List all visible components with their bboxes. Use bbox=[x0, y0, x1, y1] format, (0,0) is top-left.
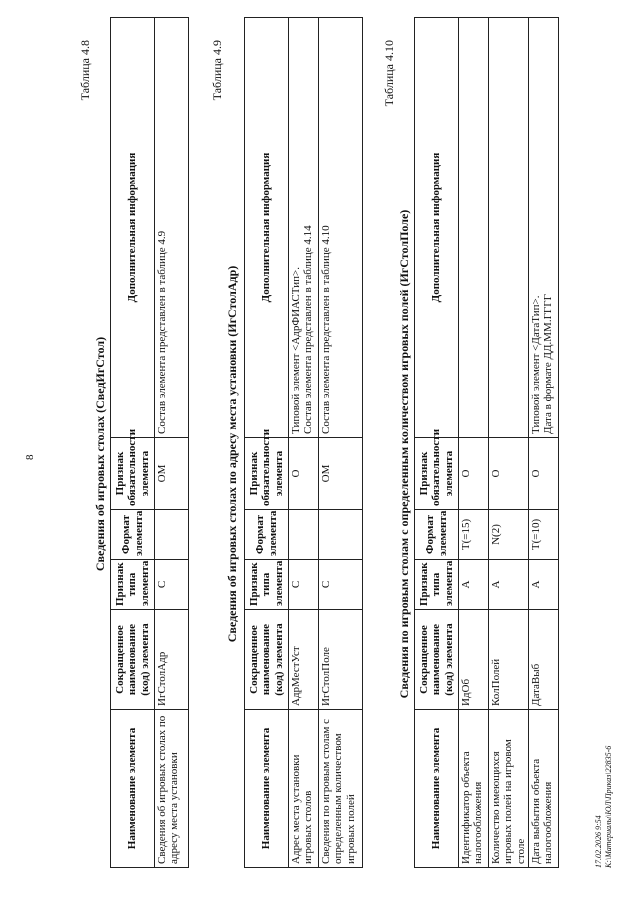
cell-info-line: Состав элемента представлен в таблице 4.14 bbox=[302, 225, 315, 434]
col-header-type: Признак типа элемента bbox=[111, 560, 155, 610]
table-4-10-title: Сведения по игровым столам с определенным количеством игровых полей (ИгСтолПоле) bbox=[397, 209, 411, 699]
table-row bbox=[155, 18, 189, 868]
cell-mandatory: О bbox=[459, 438, 489, 510]
col-header-info: Дополнительная информация bbox=[245, 18, 289, 438]
col-header-name: Наименование элемента bbox=[245, 710, 289, 868]
table-4-9 bbox=[244, 17, 363, 868]
cell-info bbox=[528, 18, 558, 438]
table-row bbox=[528, 18, 558, 868]
cell-name: Дата выбытия объекта налогообложения bbox=[528, 710, 558, 868]
cell-code: ИдОб bbox=[459, 610, 489, 710]
cell-format bbox=[289, 510, 319, 560]
col-header-name: Наименование элемента bbox=[111, 710, 155, 868]
cell-format: T(=10) bbox=[528, 510, 558, 560]
cell-info bbox=[489, 18, 529, 438]
cell-code: КолПолей bbox=[489, 610, 529, 710]
cell-info bbox=[289, 18, 319, 438]
table-header-row bbox=[111, 18, 155, 868]
cell-mandatory: О bbox=[289, 438, 319, 510]
cell-info: Состав элемента представлен в таблице 4.10 bbox=[319, 18, 363, 438]
col-header-type: Признак типа элемента bbox=[245, 560, 289, 610]
col-header-code: Сокращенное наименование (код) элемента bbox=[245, 610, 289, 710]
cell-info bbox=[459, 18, 489, 438]
table-row bbox=[319, 18, 363, 868]
col-header-code: Сокращенное наименование (код) элемента bbox=[415, 610, 459, 710]
cell-type: С bbox=[319, 560, 363, 610]
cell-type: А bbox=[459, 560, 489, 610]
footer-file-path: К:\Материалы\ЮЛ\Приказ\22835-6 bbox=[603, 745, 613, 868]
table-4-8-title: Сведения об игровых столах (СведИгСтол) bbox=[93, 336, 107, 572]
col-header-format: Формат элемента bbox=[245, 510, 289, 560]
cell-info-line: Типовой элемент <АдрФИАСТип>. bbox=[290, 267, 302, 434]
table-row bbox=[459, 18, 489, 868]
page-number: 8 bbox=[24, 454, 36, 460]
footer-timestamp: 17.02.2026 9:54 bbox=[594, 815, 603, 868]
col-header-info: Дополнительная информация bbox=[111, 18, 155, 438]
cell-type: С bbox=[289, 560, 319, 610]
col-header-mandatory: Признак обязательности элемента bbox=[415, 438, 459, 510]
cell-mandatory: ОМ bbox=[155, 438, 189, 510]
cell-name: Количество имеющихся игровых полей на игровом столе bbox=[489, 710, 529, 868]
cell-name: Сведения по игровым столам с определенным количеством игровых полей bbox=[319, 710, 363, 868]
cell-name: Идентификатор объекта налогообложения bbox=[459, 710, 489, 868]
col-header-mandatory: Признак обязательности элемента bbox=[245, 438, 289, 510]
table-header-row bbox=[415, 18, 459, 868]
table-4-10 bbox=[414, 17, 559, 868]
cell-code: ИгСтолАдр bbox=[155, 610, 189, 710]
table-4-10-label: Таблица 4.10 bbox=[382, 40, 396, 107]
table-4-8-label: Таблица 4.8 bbox=[78, 40, 92, 101]
table-row bbox=[489, 18, 529, 868]
cell-code: ДатаВыб bbox=[528, 610, 558, 710]
cell-mandatory: О bbox=[528, 438, 558, 510]
cell-name: Адрес места установки игровых столов bbox=[289, 710, 319, 868]
table-4-9-label: Таблица 4.9 bbox=[210, 40, 224, 101]
footer-stamp bbox=[594, 746, 613, 868]
cell-info-line: Дата в формате ДД.ММ.ГГГГ bbox=[542, 293, 555, 434]
cell-name: Сведения об игровых столах по адресу места установки bbox=[155, 710, 189, 868]
cell-type: А bbox=[528, 560, 558, 610]
col-header-mandatory: Признак обязательности элемента bbox=[111, 438, 155, 510]
cell-code: АдрМестУст bbox=[289, 610, 319, 710]
cell-type: С bbox=[155, 560, 189, 610]
table-header-row bbox=[245, 18, 289, 868]
cell-info-line: Типовой элемент <ДатаТип>. bbox=[529, 295, 542, 434]
cell-format bbox=[319, 510, 363, 560]
cell-info: Состав элемента представлен в таблице 4.9 bbox=[155, 18, 189, 438]
cell-code: ИгСтолПоле bbox=[319, 610, 363, 710]
cell-mandatory: ОМ bbox=[319, 438, 363, 510]
cell-type: А bbox=[489, 560, 529, 610]
table-row bbox=[289, 18, 319, 868]
col-header-code: Сокращенное наименование (код) элемента bbox=[111, 610, 155, 710]
col-header-type: Признак типа элемента bbox=[415, 560, 459, 610]
col-header-format: Формат элемента bbox=[415, 510, 459, 560]
cell-format bbox=[155, 510, 189, 560]
col-header-format: Формат элемента bbox=[111, 510, 155, 560]
cell-mandatory: О bbox=[489, 438, 529, 510]
cell-format: N(2) bbox=[489, 510, 529, 560]
col-header-info: Дополнительная информация bbox=[415, 18, 459, 438]
col-header-name: Наименование элемента bbox=[415, 710, 459, 868]
cell-format: T(=15) bbox=[459, 510, 489, 560]
table-4-8 bbox=[110, 17, 189, 868]
table-4-9-title: Сведения об игровых столах по адресу места установки (ИгСтолАдр) bbox=[225, 265, 239, 643]
